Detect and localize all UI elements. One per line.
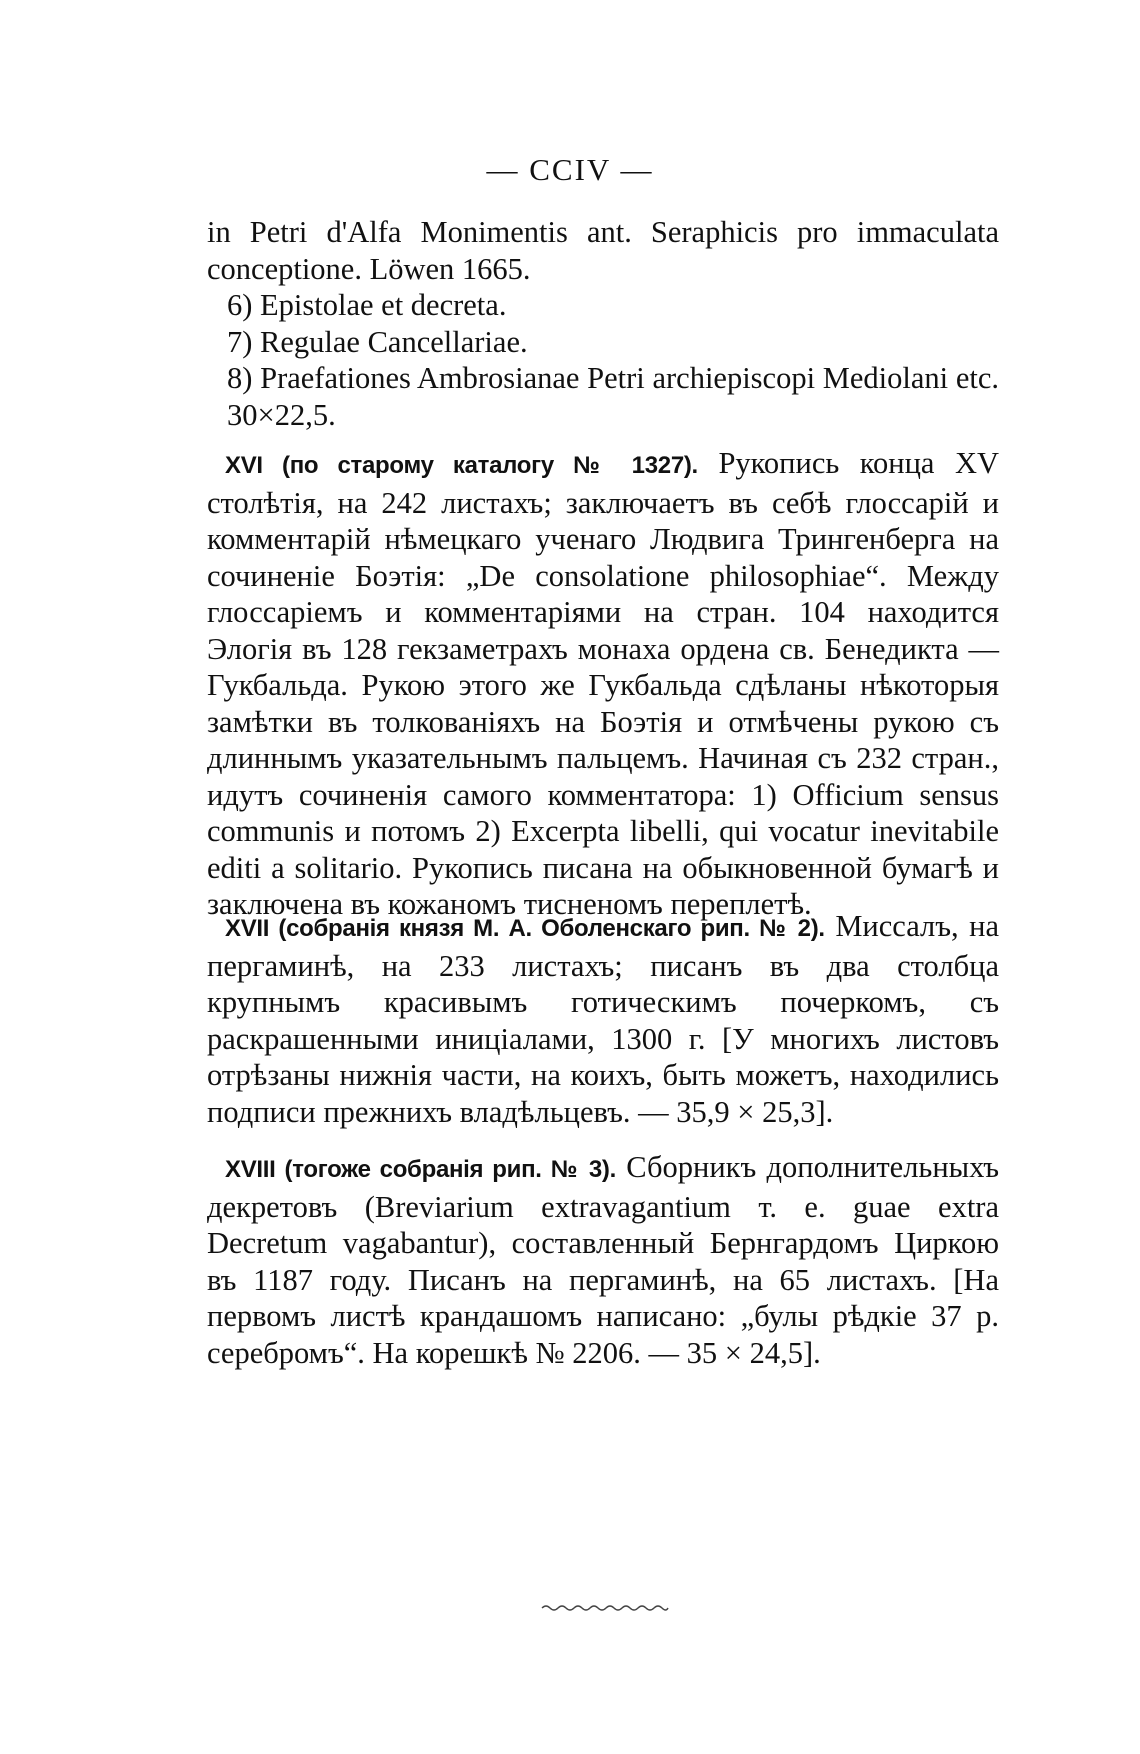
intro-line: conceptione. Löwen 1665.	[207, 251, 531, 286]
wavy-line-ornament-icon	[540, 1602, 670, 1614]
entry-xvii	[207, 908, 999, 1130]
entry-xviii	[207, 1149, 999, 1371]
entry-paragraph	[207, 908, 999, 1130]
page-number: — CCIV —	[486, 152, 654, 187]
entry-heading: XVIII (тогоже собранія рип. № 3).	[225, 1156, 616, 1183]
entry-heading: XVII (собранія князя М. А. Оболенскаго рип. № 2).	[225, 915, 825, 942]
entry-paragraph	[207, 445, 999, 923]
list-item: 7) Regulae Cancellariae.	[227, 324, 528, 359]
entry-text: Миссалъ, на пергаминѣ, на 233 листахъ; писанъ въ два столбца крупнымъ красивымъ готическимъ почеркомъ, съ раскрашенными иниціалами, 1300 г. [У многихъ листовъ отрѣзаны нижнія части, на коихъ, быть можетъ, находились подписи прежнихъ владѣльцевъ. — 35,9 × 25,3].	[207, 909, 999, 1129]
intro-block	[207, 214, 999, 433]
list-item: 6) Epistolae et decreta.	[227, 288, 507, 322]
size-note: 30×22,5.	[227, 397, 336, 432]
entry-paragraph	[207, 1149, 999, 1371]
entry-text: Сборникъ дополнительныхъ декретовъ (Breviarium extravagantium т. е. guae extra Decretum vagabantur), составленный Бернгардомъ Циркою въ 1187 году. Писанъ на пергаминѣ, на 65 листахъ. [На первомъ листѣ крандашомъ написано: „булы рѣдкіе 37 р. серебромъ“. На корешкѣ № 2206. — 35 × 24,5].	[207, 1150, 999, 1370]
entry-heading: XVI (по старому каталогу № 1327).	[225, 452, 698, 479]
list-item: 8) Praefationes Ambrosianae Petri archiepiscopi Mediolani etc.	[227, 361, 999, 395]
entry-text: Рукопись конца XV столѣтія, на 242 листахъ; заключаетъ въ себѣ глоссарій и комментарій нѣмецкаго ученаго Людвига Трингенберга на сочиненіе Боэтія: „De consolatione philosophiae“. Между глоссаріемъ и комментаріями на стран. 104 находится Элогія въ 128 гекзаметрахъ монаха ордена св. Бенедикта — Гукбальда. Рукою этого же Гукбальда сдѣланы нѣкоторыя замѣтки въ толкованіяхъ на Боэтія и отмѣчены рукою съ длиннымъ указательнымъ пальцемъ. Начиная съ 232 стран., идутъ сочиненія самого комментатора: 1) Officium sensus communis и потомъ 2) Excerpta libelli, qui vocatur inevitabile editi a solitario. Рукопись писана на обыкновенной бумагѣ и заключена въ кожаномъ тисненомъ переплетѣ.	[207, 446, 1000, 921]
intro-line: in Petri d'Alfa Monimentis ant. Seraphicis pro immaculata	[207, 215, 999, 249]
entry-xvi	[207, 445, 999, 923]
